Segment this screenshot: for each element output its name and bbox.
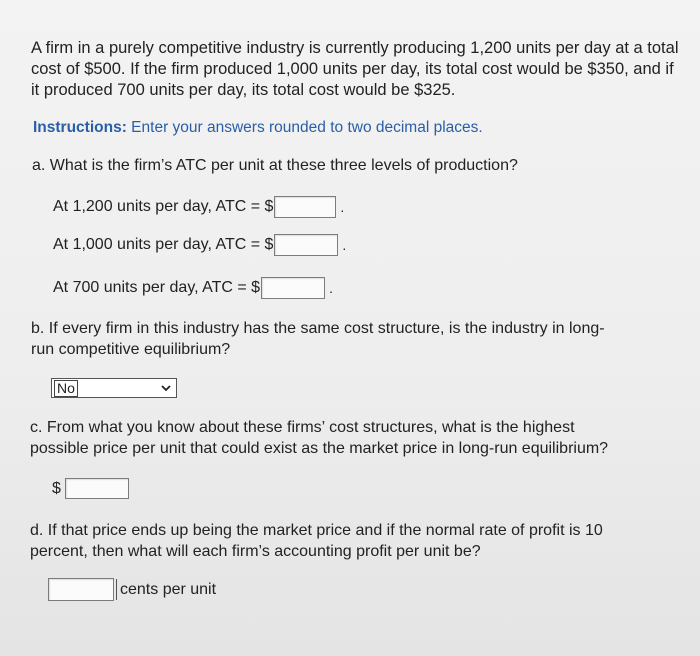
question-d-line2: percent, then what will each firm’s accounting profit per unit be? [30,543,481,560]
period: . [342,237,347,253]
question-a: a. What is the firm’s ATC per unit at these three levels of production? [32,157,518,174]
input-divider [116,579,117,600]
instructions [33,119,483,137]
atc-label-1000: At 1,000 units per day, ATC = $ [53,236,274,253]
question-c-line2: possible price per unit that could exist as the market price in long-run equilibrium? [30,440,609,457]
question-c-line1: c. From what you know about these firms’ cost structures, what is the highest [30,419,575,436]
chevron-down-icon [160,382,172,394]
price-dollar-sign: $ [52,479,61,497]
atc-700-input[interactable] [261,277,325,299]
question-b-line2: run competitive equilibrium? [31,341,231,358]
instructions-text: Enter your answers rounded to two decimal places. [126,119,483,136]
atc-1000-input[interactable] [274,234,338,256]
price-input[interactable] [65,478,129,499]
atc-row-700 [53,277,333,299]
question-b-line1: b. If every firm in this industry has the same cost structure, is the industry in long- [31,320,605,337]
profit-input[interactable] [48,578,114,601]
price-row [52,478,129,499]
atc-1200-input[interactable] [274,196,336,218]
instructions-label: Instructions: [33,119,127,136]
question-d-line1: d. If that price ends up being the market price and if the normal rate of profit is 10 [30,522,603,539]
atc-row-1000 [53,234,346,256]
profit-row [48,578,216,601]
atc-label-1200: At 1,200 units per day, ATC = $ [53,198,274,215]
equilibrium-select-value: No [54,380,78,397]
period: . [329,280,333,296]
equilibrium-select[interactable] [51,378,177,398]
profit-unit-label: cents per unit [120,580,217,598]
period: . [340,199,345,215]
problem-statement: A firm in a purely competitive industry is currently producing 1,200 units per day at a total cost of $500. If the firm produced 1,000 units per day, its total cost would be $350, and if it produced 700 units per day, its total cost would be $325. [31,39,679,99]
atc-row-1200 [53,196,344,218]
atc-label-700: At 700 units per day, ATC = $ [53,279,261,296]
